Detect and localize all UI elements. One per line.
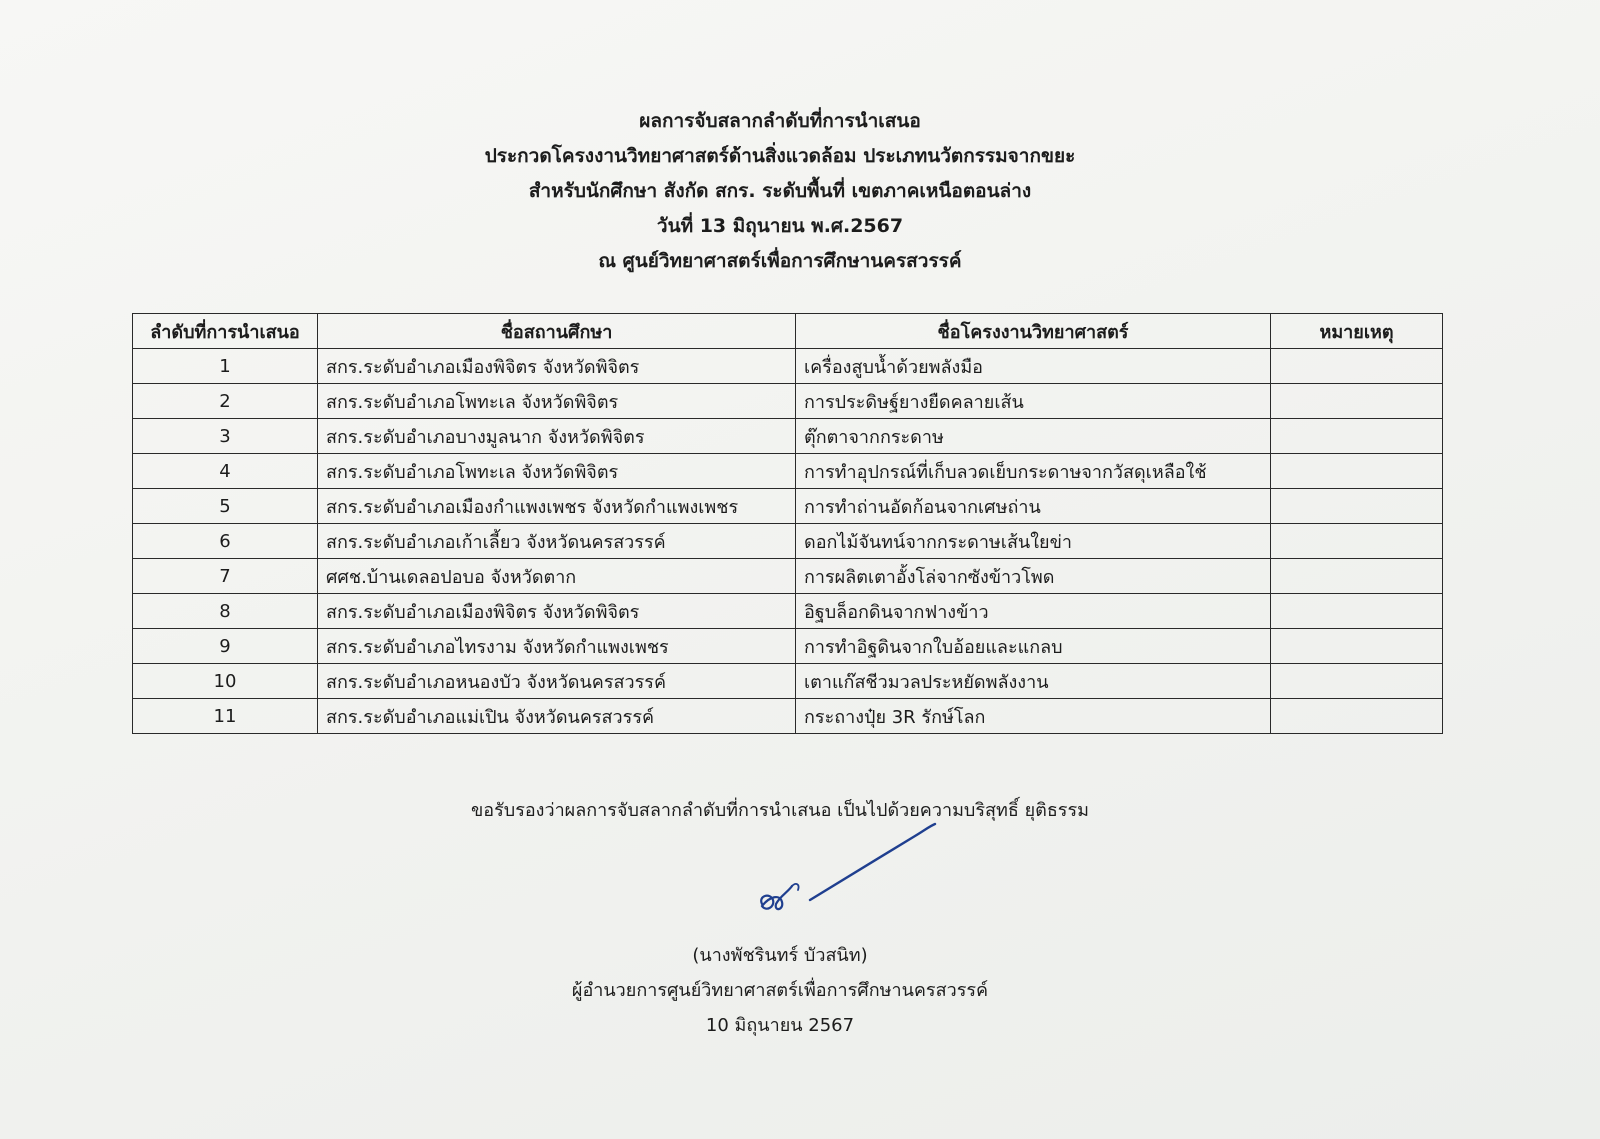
- cell-order: 11: [133, 699, 318, 734]
- column-header-note: หมายเหตุ: [1271, 314, 1443, 349]
- cell-order: 6: [133, 524, 318, 559]
- cell-school: สกร.ระดับอำเภอเมืองพิจิตร จังหวัดพิจิตร: [318, 349, 796, 384]
- certification-statement: ขอรับรองว่าผลการจับสลากลำดับที่การนำเสนอ เป็นไปด้วยความบริสุทธิ์ ยุติธรรม: [470, 800, 1090, 821]
- cell-note: [1271, 419, 1443, 454]
- cell-school: สกร.ระดับอำเภอโพทะเล จังหวัดพิจิตร: [318, 454, 796, 489]
- table-row: [133, 699, 1443, 734]
- cell-note: [1271, 384, 1443, 419]
- cell-note: [1271, 349, 1443, 384]
- table-row: [133, 419, 1443, 454]
- table-row: [133, 664, 1443, 699]
- cell-school: สกร.ระดับอำเภอโพทะเล จังหวัดพิจิตร: [318, 384, 796, 419]
- signer-date: 10 มิถุนายน 2567: [705, 1015, 855, 1036]
- cell-note: [1271, 524, 1443, 559]
- cell-order: 9: [133, 629, 318, 664]
- cell-note: [1271, 664, 1443, 699]
- cell-school: สกร.ระดับอำเภอเมืองกำแพงเพชร จังหวัดกำแพงเพชร: [318, 489, 796, 524]
- cell-order: 4: [133, 454, 318, 489]
- table-row: [133, 594, 1443, 629]
- header-audience: สำหรับนักศึกษา สังกัด สกร. ระดับพื้นที่ เขตภาคเหนือตอนล่าง: [528, 180, 1032, 202]
- cell-note: [1271, 489, 1443, 524]
- cell-project: การทำอิฐดินจากใบอ้อยและแกลบ: [796, 629, 1271, 664]
- cell-school: สกร.ระดับอำเภอเก้าเลี้ยว จังหวัดนครสวรรค์: [318, 524, 796, 559]
- cell-project: เตาแก๊สชีวมวลประหยัดพลังงาน: [796, 664, 1271, 699]
- column-header-project: ชื่อโครงงานวิทยาศาสตร์: [796, 314, 1271, 349]
- cell-order: 1: [133, 349, 318, 384]
- cell-order: 8: [133, 594, 318, 629]
- cell-order: 2: [133, 384, 318, 419]
- table-row: [133, 454, 1443, 489]
- cell-school: สกร.ระดับอำเภอบางมูลนาก จังหวัดพิจิตร: [318, 419, 796, 454]
- table-row: [133, 349, 1443, 384]
- table-row: [133, 524, 1443, 559]
- cell-note: [1271, 454, 1443, 489]
- column-header-order: ลำดับที่การนำเสนอ: [133, 314, 318, 349]
- cell-school: สกร.ระดับอำเภอไทรงาม จังหวัดกำแพงเพชร: [318, 629, 796, 664]
- cell-project: การผลิตเตาอั้งโล่จากซังข้าวโพด: [796, 559, 1271, 594]
- cell-project: อิฐบล็อกดินจากฟางข้าว: [796, 594, 1271, 629]
- cell-note: [1271, 699, 1443, 734]
- table-header-row: [133, 314, 1443, 349]
- table-row: [133, 559, 1443, 594]
- header-venue: ณ ศูนย์วิทยาศาสตร์เพื่อการศึกษานครสวรรค์: [598, 250, 962, 272]
- column-header-school: ชื่อสถานศึกษา: [318, 314, 796, 349]
- signer-name: (นางพัชรินทร์ บัวสนิท): [692, 945, 868, 966]
- cell-project: การทำถ่านอัดก้อนจากเศษถ่าน: [796, 489, 1271, 524]
- cell-project: เครื่องสูบน้ำด้วยพลังมือ: [796, 349, 1271, 384]
- header-date: วันที่ 13 มิถุนายน พ.ศ.2567: [656, 215, 904, 237]
- table-row: [133, 629, 1443, 664]
- cell-note: [1271, 629, 1443, 664]
- header-title: ผลการจับสลากลำดับที่การนำเสนอ: [639, 110, 921, 132]
- cell-order: 5: [133, 489, 318, 524]
- cell-order: 7: [133, 559, 318, 594]
- cell-order: 3: [133, 419, 318, 454]
- cell-project: การประดิษฐ์ยางยืดคลายเส้น: [796, 384, 1271, 419]
- cell-note: [1271, 559, 1443, 594]
- cell-note: [1271, 594, 1443, 629]
- cell-order: 10: [133, 664, 318, 699]
- table-row: [133, 489, 1443, 524]
- table-row: [133, 384, 1443, 419]
- header-contest-name: ประกวดโครงงานวิทยาศาสตร์ด้านสิ่งแวดล้อม ประเภทนวัตกรรมจากขยะ: [484, 145, 1076, 167]
- cell-project: การทำอุปกรณ์ที่เก็บลวดเย็บกระดาษจากวัสดุเหลือใช้: [796, 454, 1271, 489]
- cell-project: กระถางปุ๋ย 3R รักษ์โลก: [796, 699, 1271, 734]
- cell-school: สกร.ระดับอำเภอแม่เปิน จังหวัดนครสวรรค์: [318, 699, 796, 734]
- signer-position: ผู้อำนวยการศูนย์วิทยาศาสตร์เพื่อการศึกษานครสวรรค์: [571, 980, 989, 1001]
- signer-block: [0, 938, 1560, 1043]
- cell-project: ตุ๊กตาจากกระดาษ: [796, 419, 1271, 454]
- cell-school: ศศช.บ้านเดลอปอบอ จังหวัดตาก: [318, 559, 796, 594]
- cell-school: สกร.ระดับอำเภอหนองบัว จังหวัดนครสวรรค์: [318, 664, 796, 699]
- results-table: [132, 313, 1443, 734]
- cell-school: สกร.ระดับอำเภอเมืองพิจิตร จังหวัดพิจิตร: [318, 594, 796, 629]
- cell-project: ดอกไม้จันทน์จากกระดาษเส้นใยข่า: [796, 524, 1271, 559]
- document-header: [0, 104, 1560, 279]
- handwritten-signature: [740, 812, 970, 932]
